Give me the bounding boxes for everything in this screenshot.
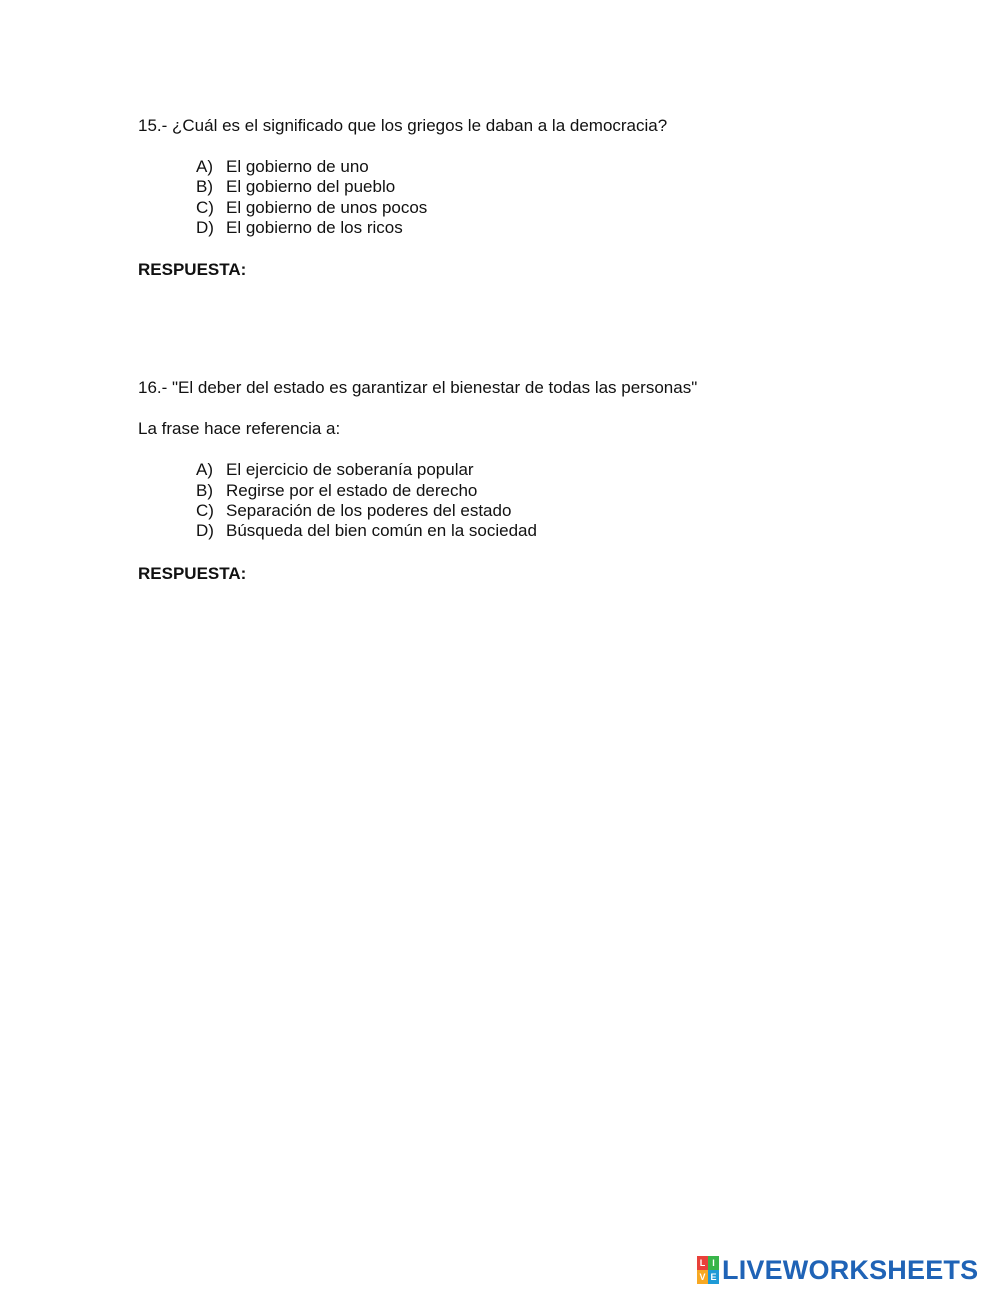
option-letter: B) xyxy=(196,481,213,500)
logo-mark-letter: V xyxy=(697,1270,708,1284)
option-text: El gobierno de unos pocos xyxy=(226,198,428,217)
option-text: Regirse por el estado de derecho xyxy=(226,481,478,500)
question-16-subprompt: La frase hace referencia a: xyxy=(138,419,341,438)
option-text: El gobierno del pueblo xyxy=(226,177,396,196)
option-letter: A) xyxy=(196,460,213,479)
question-16-prompt: 16.- "El deber del estado es garantizar el bienestar de todas las personas" xyxy=(138,378,698,397)
option-letter: D) xyxy=(196,521,214,540)
liveworksheets-logo xyxy=(697,1254,978,1286)
answer-label-16: RESPUESTA: xyxy=(138,564,247,583)
option-letter: C) xyxy=(196,198,214,217)
option-text: El gobierno de los ricos xyxy=(226,218,403,237)
logo-mark-icon xyxy=(697,1256,719,1284)
option-text: Búsqueda del bien común en la sociedad xyxy=(226,521,537,540)
option-text: El ejercicio de soberanía popular xyxy=(226,460,474,479)
option-text: Separación de los poderes del estado xyxy=(226,501,512,520)
option-letter: C) xyxy=(196,501,214,520)
option-text: El gobierno de uno xyxy=(226,157,369,176)
question-15-prompt: 15.- ¿Cuál es el significado que los griegos le daban a la democracia? xyxy=(138,116,668,135)
option-letter: B) xyxy=(196,177,213,196)
logo-mark-letter: L xyxy=(697,1256,708,1270)
logo-mark-letter: I xyxy=(708,1256,719,1270)
logo-text: LIVEWORKSHEETS xyxy=(722,1255,979,1285)
answer-label-15: RESPUESTA: xyxy=(138,260,247,279)
option-letter: A) xyxy=(196,157,213,176)
logo-mark-letter: E xyxy=(708,1270,719,1284)
option-letter: D) xyxy=(196,218,214,237)
